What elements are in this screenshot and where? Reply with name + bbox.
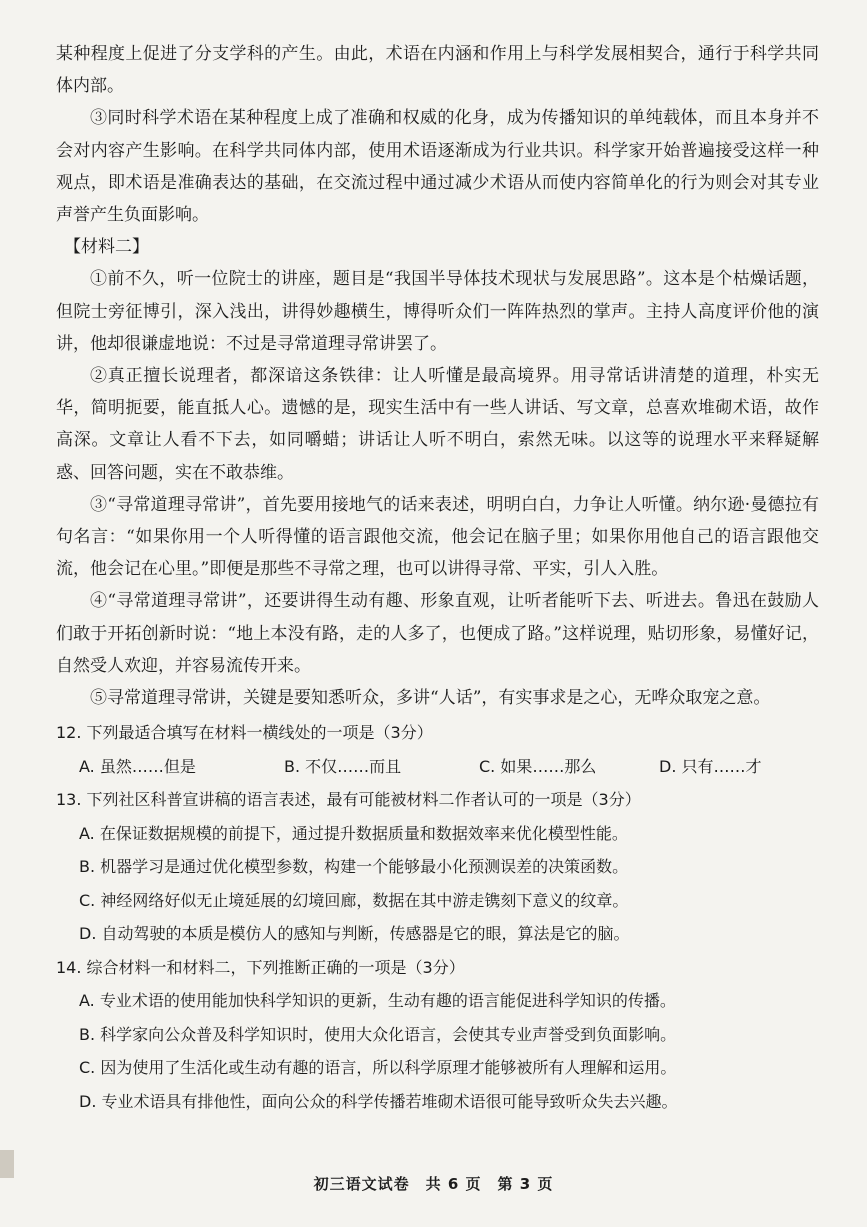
question-12-stem: 12. 下列最适合填写在材料一横线处的一项是（3分）	[56, 723, 433, 743]
question-12-option-c: C. 如果……那么	[479, 756, 597, 776]
question-12	[56, 716, 819, 783]
material2-paragraph-5: ⑤寻常道理寻常讲，关键是要知悉听众，多讲“人话”，有实事求是之心，无哗众取宠之意。	[90, 688, 771, 709]
question-13-option-d: D. 自动驾驶的本质是模仿人的感知与判断，传感器是它的眼，算法是它的脑。	[79, 924, 630, 944]
question-12-option-a: A. 虽然……但是	[79, 756, 196, 776]
material2-heading: 【材料二】	[64, 237, 149, 258]
material2-paragraph-2: ②真正擅长说理者，都深谙这条铁律：让人听懂是最高境界。用寻常话讲清楚的道理，朴实无华，简明扼要，能直抵人心。遗憾的是，现实生活中有一些人讲话、写文章，总喜欢堆砌术语，故作高深。文章让人看不下去，如同嚼蜡；讲话让人听不明白，索然无味。以这等的说理水平来释疑解惑、回答问题，实在不敢恭维。	[56, 366, 819, 483]
question-14-stem: 14. 综合材料一和材料二，下列推断正确的一项是（3分）	[56, 957, 465, 977]
question-12-options	[56, 750, 819, 784]
question-13-option-a: A. 在保证数据规模的前提下，通过提升数据质量和数据效率来优化模型性能。	[79, 823, 628, 843]
question-13-option-c: C. 神经网络好似无止境延展的幻境回廊，数据在其中游走镌刻下意义的纹章。	[79, 890, 629, 910]
question-14-option-a: A. 专业术语的使用能加快科学知识的更新，生动有趣的语言能促进科学知识的传播。	[79, 991, 676, 1011]
page-footer: 初三语文试卷 共 6 页 第 3 页	[313, 1175, 554, 1193]
question-14-option-c: C. 因为使用了生活化或生动有趣的语言，所以科学原理才能够被所有人理解和运用。	[79, 1058, 677, 1078]
material2-paragraph-4: ④“寻常道理寻常讲”，还要讲得生动有趣、形象直观，让听者能听下去、听进去。鲁迅在鼓励人们敢于开拓创新时说：“地上本没有路，走的人多了，也便成了路。”这样说理，贴切形象，易懂好记，自然受人欢迎，并容易流传开来。	[56, 591, 819, 676]
material2-paragraph-3: ③“寻常道理寻常讲”，首先要用接地气的话来表述，明明白白，力争让人听懂。纳尔逊·曼德拉有句名言：“如果你用一个人听得懂的语言跟他交流，他会记在脑子里；如果你用他自己的语言跟他交流，他会记在心里。”即便是那些不寻常之理，也可以讲得寻常、平实，引人入胜。	[56, 494, 819, 580]
question-13-option-b: B. 机器学习是通过优化模型参数，构建一个能够最小化预测误差的决策函数。	[79, 857, 629, 877]
question-12-option-d: D. 只有……才	[659, 756, 762, 776]
material1-paragraph-continued: 某种程度上促进了分支学科的产生。由此，术语在内涵和作用上与科学发展相契合，通行于科学共同体内部。	[56, 44, 819, 97]
question-14	[56, 951, 819, 1119]
question-section	[56, 716, 819, 1118]
question-13	[56, 783, 819, 951]
question-12-option-b: B. 不仅……而且	[284, 756, 402, 776]
question-13-stem: 13. 下列社区科普宣讲稿的语言表述，最有可能被材料二作者认可的一项是（3分）	[56, 790, 641, 810]
question-14-option-d: D. 专业术语具有排他性，面向公众的科学传播若堆砌术语很可能导致听众失去兴趣。	[79, 1091, 678, 1111]
material2-paragraph-1: ①前不久，听一位院士的讲座，题目是“我国半导体技术现状与发展思路”。这本是个枯燥话题，但院士旁征博引，深入浅出，讲得妙趣横生，博得听众们一阵阵热烈的掌声。主持人高度评价他的演讲，他却很谦虚地说：不过是寻常道理寻常讲罢了。	[56, 269, 819, 354]
question-14-option-b: B. 科学家向公众普及科学知识时，使用大众化语言，会使其专业声誉受到负面影响。	[79, 1024, 677, 1044]
material1-paragraph-3: ③同时科学术语在某种程度上成了准确和权威的化身，成为传播知识的单纯载体，而且本身并不会对内容产生影响。在科学共同体内部，使用术语逐渐成为行业共识。科学家开始普遍接受这样一种观点，即术语是准确表达的基础，在交流过程中通过减少术语从而使内容简单化的行为则会对其专业声誉产生负面影响。	[56, 108, 819, 226]
